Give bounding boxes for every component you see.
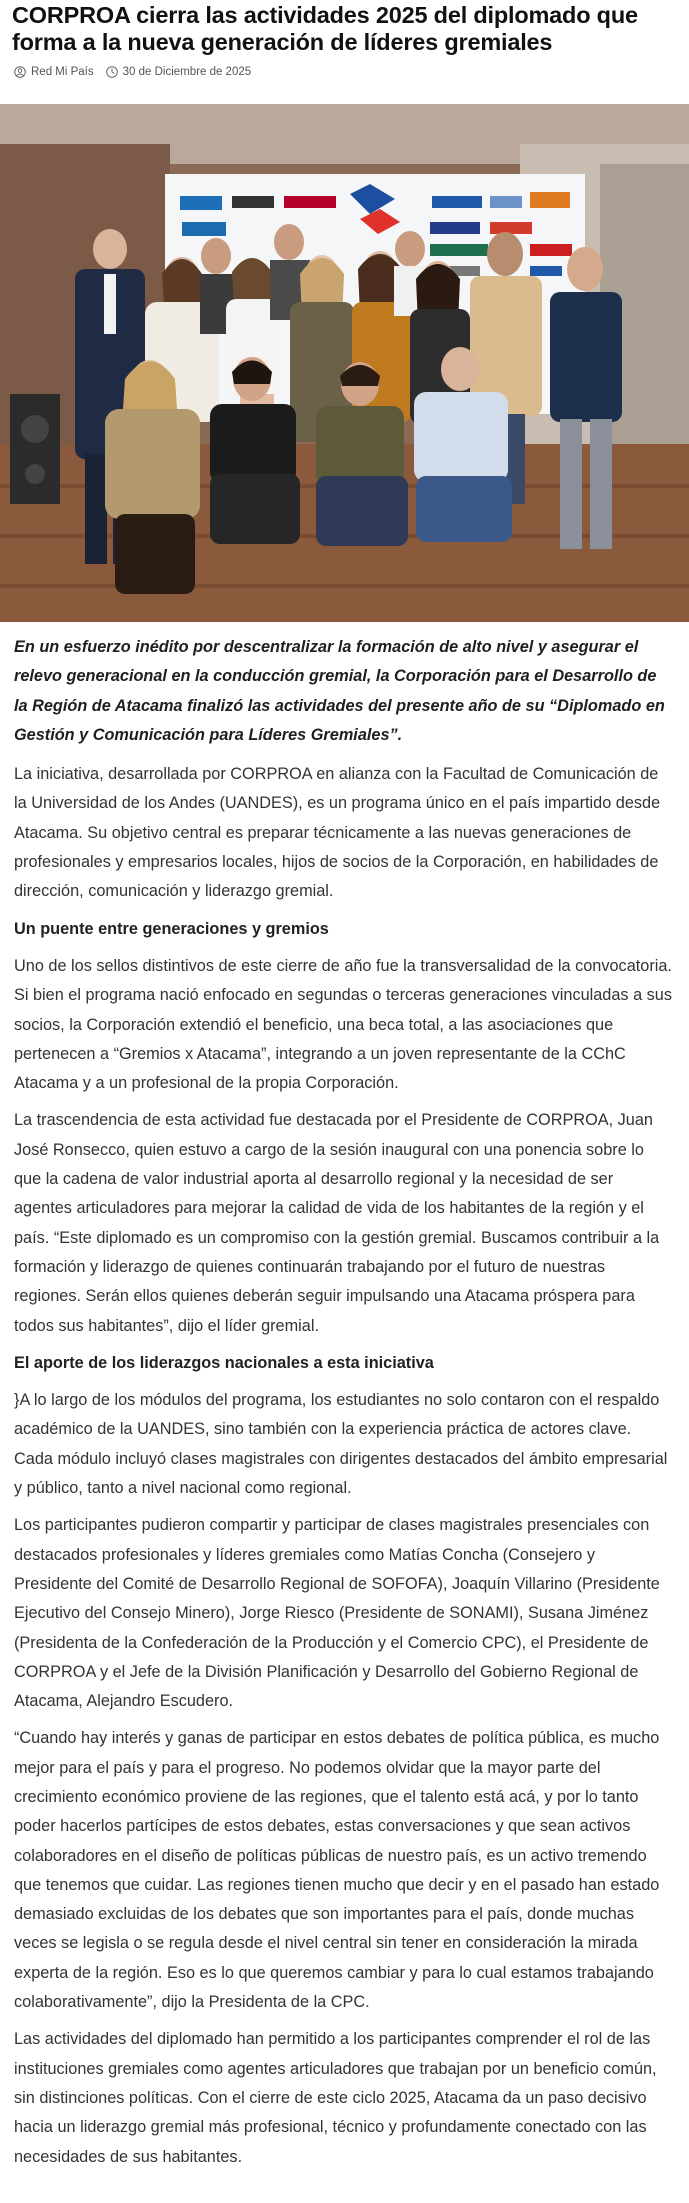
paragraph: La trascendencia de esta actividad fue destacada por el Presidente de CORPROA, Juan José Ronsecco, quien estuvo a cargo de la sesión inaugural con una ponencia sobre lo que la cadena de valor industrial aporta al desarrollo regional y la necesidad de ser agentes articuladores para mejorar la calidad de vida de los habitantes de la región y el país. “Este diplomado es un compromiso con la gestión gremial. Buscamos contribuir a la formación y liderazgo de quienes continuarán trabajando por el futuro de nuestras regiones. Serán ellos quienes deberán seguir impulsando una Atacama próspera para todos sus habitantes”, dijo el líder gremial. xyxy=(14,1111,660,1335)
article-lead: En un esfuerzo inédito por descentralizar la formación de alto nivel y asegurar el relevo generacional en la conducción gremial, la Corporación para el Desarrollo de la Región de Atacama finalizó las actividades del presente año de su “Diplomado en Gestión y Comunicación para Líderes Gremiales”. xyxy=(14,638,665,744)
article-title: CORPROA cierra las actividades 2025 del diplomado que forma a la nueva generación de líderes gremiales xyxy=(12,2,638,55)
paragraph: Las actividades del diplomado han permitido a los participantes comprender el rol de las instituciones gremiales como agentes articuladores que trabajan por un beneficio común, sin distinciones políticas. Con el cierre de este ciclo 2025, Atacama da un paso decisivo hacia un liderazgo gremial más profesional, técnico y profundamente conectado con las necesidades de sus habitantes. xyxy=(14,2030,657,2166)
paragraph: }A lo largo de los módulos del programa, los estudiantes no solo contaron con el respaldo académico de la UANDES, sino también con la experiencia práctica de actores clave. Cada módulo incluyó clases magistrales con dirigentes destacados del ámbito empresarial y público, tanto a nivel nacional como regional. xyxy=(14,1391,668,1498)
article-meta xyxy=(14,66,263,78)
author-item[interactable] xyxy=(14,66,94,78)
author-name[interactable]: Red Mi País xyxy=(31,66,94,78)
clock-icon xyxy=(106,66,118,78)
section-heading: Un puente entre generaciones y gremios xyxy=(14,919,329,938)
group-photo-illustration xyxy=(0,104,689,622)
user-icon xyxy=(14,66,26,78)
publish-date: 30 de Diciembre de 2025 xyxy=(122,66,252,78)
hero-photo xyxy=(0,104,689,622)
paragraph: Los participantes pudieron compartir y participar de clases magistrales presenciales con destacados profesionales y líderes gremiales como Matías Concha (Consejero y Presidente del Comité de Desarrollo Regional de SOFOFA), Joaquín Villarino (Presidente Ejecutivo del Consejo Minero), Jorge Riesco (Presidente de SONAMI), Susana Jiménez (Presidenta de la Confederación de la Producción y el Comercio CPC), el Presidente de CORPROA y el Jefe de la División Planificación y Desarrollo del Gobierno Regional de Atacama, Alejandro Escudero. xyxy=(14,1516,660,1711)
article-body xyxy=(14,633,674,2180)
date-item xyxy=(106,66,252,78)
banner-logo xyxy=(180,196,222,210)
section-heading: El aporte de los liderazgos nacionales a esta iniciativa xyxy=(14,1353,434,1372)
paragraph: “Cuando hay interés y ganas de participar en estos debates de política pública, es mucho mejor para el país y para el progreso. No podemos olvidar que la mayor parte del crecimiento económico proviene de las regiones, que el talento está acá, y por lo tanto poder hacerlos partícipes de estos debates, estas conversaciones y que sean activos colaboradores en el diseño de políticas públicas de nuestro país, es un activo tremendo que tenemos que cuidar. Las regiones tienen mucho que decir y en el pasado han estado demasiado excluidas de los debates que son importantes para el país, donde muchas veces se legisla o se regula desde el nivel central sin tener en consideración la mirada experta de la región. Eso es lo que queremos cambiar y para lo cual estamos trabajando colaborativamente”, dijo la Presidenta de la CPC. xyxy=(14,1729,660,2012)
paragraph: Uno de los sellos distintivos de este cierre de año fue la transversalidad de la convocatoria. Si bien el programa nació enfocado en segundas o terceras generaciones vinculadas a sus socios, la Corporación extendió el beneficio, una beca total, a las asociaciones que pertenecen a “Gremios x Atacama”, integrando a un joven representante de la CChC Atacama y a un profesional de la propia Corporación. xyxy=(14,956,672,1093)
paragraph: La iniciativa, desarrollada por CORPROA en alianza con la Facultad de Comunicación de la Universidad de los Andes (UANDES), es un programa único en el país impartido desde Atacama. Su objetivo central es preparar técnicamente a las nuevas generaciones de profesionales y empresarios locales, hijos de socios de la Corporación, en habilidades de dirección, comunicación y liderazgo gremial. xyxy=(14,765,661,901)
